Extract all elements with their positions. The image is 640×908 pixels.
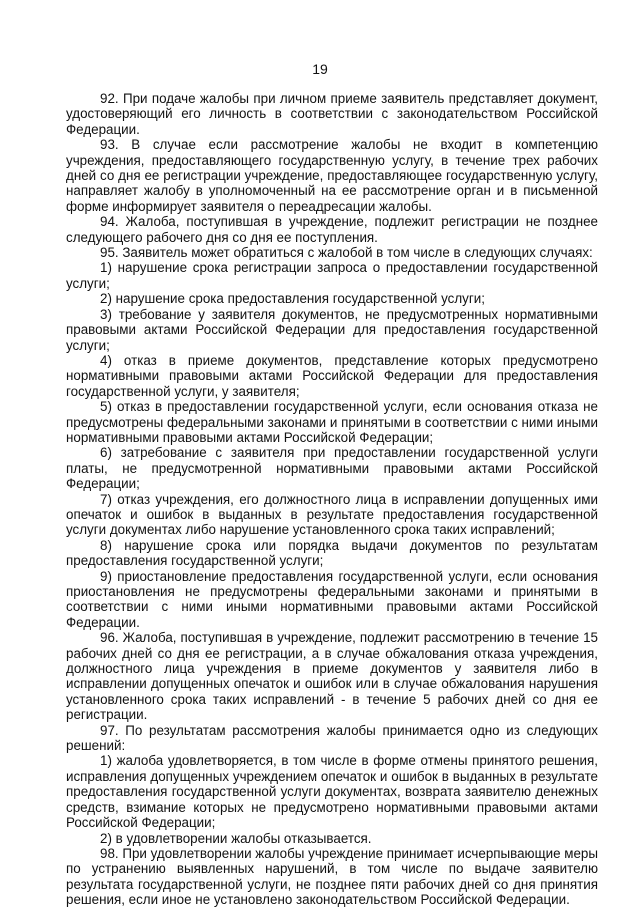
list-item-95-1: 1) нарушение срока регистрации запроса о предоставлении государственной услуги; (66, 260, 598, 291)
list-item-95-6: 6) затребование с заявителя при предоставлении государственной услуги платы, не предусмотренной нормативными правовыми актами Российской Федерации; (66, 445, 598, 492)
paragraph-96: 96. Жалоба, поступившая в учреждение, подлежит рассмотрению в течение 15 рабочих дней со дня ее регистрации, а в случае обжалования отказа учреждения, должностного лица учреждения в приеме документов у заявителя либо в исправлении допущенных опечаток и ошибок или в случае обжалования нарушения установленного срока таких исправлений - в течение 5 рабочих дней со дня ее регистрации. (66, 630, 598, 723)
paragraph-97: 97. По результатам рассмотрения жалобы принимается одно из следующих решений: (66, 722, 598, 754)
paragraph-94: 94. Жалоба, поступившая в учреждение, подлежит регистрации не позднее следующего рабочего дня со дня ее поступления. (66, 214, 598, 245)
paragraph-98: 98. При удовлетворении жалобы учреждение принимает исчерпывающие меры по устранению выявленных нарушений, в том числе по выдаче заявителю результата государственной услуги, не позднее пяти рабочих дней со дня принятия решения, если иное не установлено законодательством Российской Федерации. (66, 845, 598, 908)
list-item-95-8: 8) нарушение срока или порядка выдачи документов по результатам предоставления государственной услуги; (66, 537, 598, 569)
list-item-95-2: 2) нарушение срока предоставления государственной услуги; (100, 291, 485, 307)
document-body (66, 91, 598, 908)
paragraph-92: 92. При подаче жалобы при личном приеме заявитель представляет документ, удостоверяющий его личность в соответствии с законодательством Российской Федерации. (66, 91, 598, 137)
list-item-97-2: 2) в удовлетворении жалобы отказывается. (100, 830, 372, 846)
list-item-97-1: 1) жалоба удовлетворяется, в том числе в форме отмены принятого решения, исправления допущенных учреждением опечаток и ошибок в выданных в результате предоставления государственной услуги документах, возврата заявителю денежных средств, взимание которых не предусмотрено нормативными правовыми актами Российской Федерации; (66, 753, 598, 831)
list-item-95-4: 4) отказ в приеме документов, представление которых предусмотрено нормативными правовыми актами Российской Федерации для предоставления государственной услуги, у заявителя; (66, 352, 598, 399)
paragraph-93: 93. В случае если рассмотрение жалобы не входит в компетенцию учреждения, предоставляющего государственную услугу, в течение трех рабочих дней со дня ее регистрации учреждение, предоставляющее государственную услугу, направляет жалобу в уполномоченный на ее рассмотрение орган и в письменной форме информирует заявителя о переадресации жалобы. (66, 137, 598, 214)
page-number: 19 (312, 61, 328, 77)
list-item-95-3: 3) требование у заявителя документов, не предусмотренных нормативными правовыми актами Российской Федерации для предоставления государственной услуги; (66, 306, 598, 353)
paragraph-95: 95. Заявитель может обратиться с жалобой в том числе в следующих случаях: (100, 245, 593, 261)
list-item-95-5: 5) отказ в предоставлении государственной услуги, если основания отказа не предусмотрены федеральными законами и принятыми в соответствии с ними иными нормативными правовыми актами Российской Федерации; (66, 399, 598, 445)
list-item-95-7: 7) отказ учреждения, его должностного лица в исправлении допущенных ими опечаток и ошибок в выданных в результате предоставления государственной услуги документах либо нарушение установленного срока таких исправлений; (66, 491, 598, 538)
list-item-95-9: 9) приостановление предоставления государственной услуги, если основания приостановления не предусмотрены федеральными законами и принятыми в соответствии с ними иными нормативными правовыми актами Российской Федерации. (66, 568, 598, 630)
